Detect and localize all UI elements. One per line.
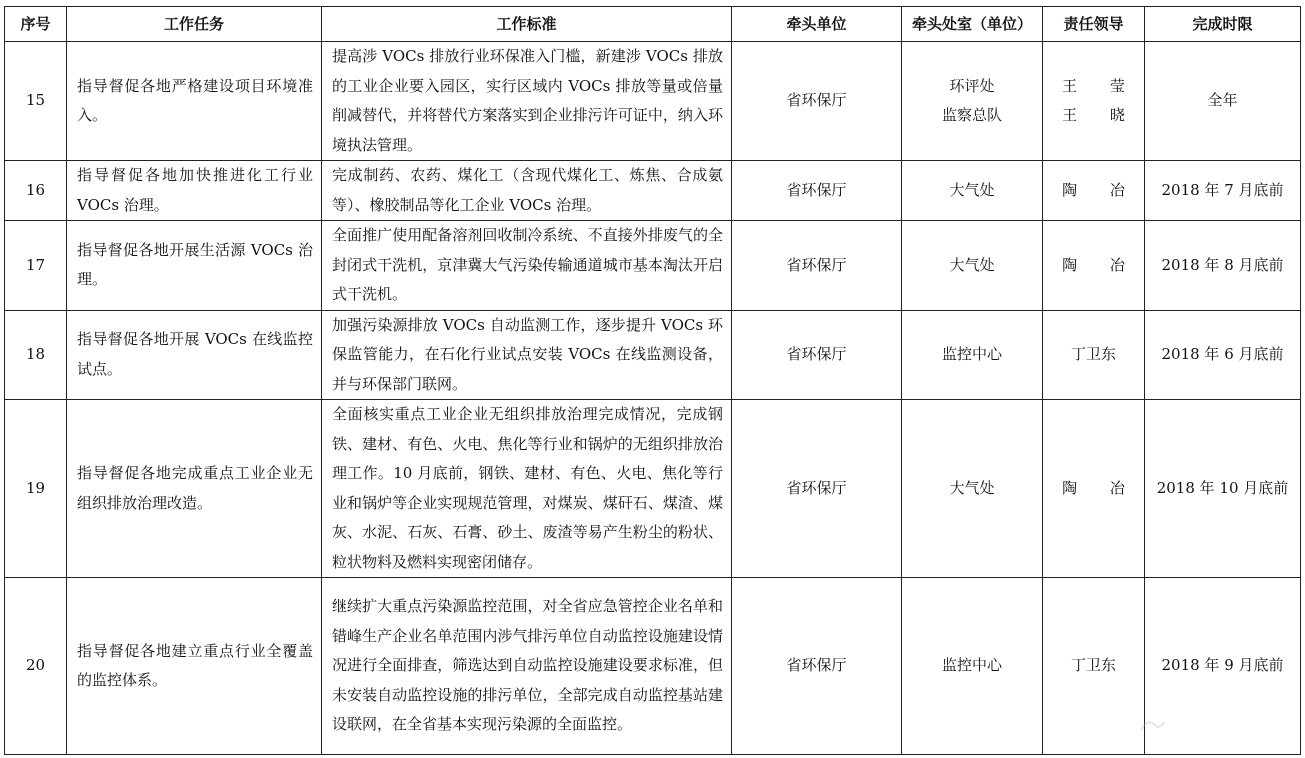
- row-task: 指导督促各地严格建设项目环境准入。: [67, 42, 322, 161]
- office-name: 监察总队: [941, 106, 1002, 124]
- row-standard: 完成制药、农药、煤化工（含现代煤化工、炼焦、合成氨等）、橡胶制品等化工企业 VOCs 治理。: [322, 161, 732, 221]
- row-unit: 省环保厅: [732, 400, 902, 578]
- header-standard: 工作标准: [322, 7, 732, 42]
- table-row: [5, 400, 1301, 578]
- row-leader: [1043, 42, 1145, 161]
- row-unit: 省环保厅: [732, 221, 902, 311]
- row-office: 大气处: [902, 221, 1043, 311]
- row-unit: 省环保厅: [732, 578, 902, 755]
- row-unit: 省环保厅: [732, 310, 902, 400]
- header-no: 序号: [5, 7, 67, 42]
- row-number: 15: [5, 42, 67, 161]
- header-task: 工作任务: [67, 7, 322, 42]
- row-deadline: 2018 年 9 月底前: [1145, 578, 1301, 755]
- row-standard: 全面推广使用配备溶剂回收制冷系统、不直接外排废气的全封闭式干洗机，京津冀大气污染传输通道城市基本淘汰开启式干洗机。: [322, 221, 732, 311]
- table-row: [5, 310, 1301, 400]
- row-standard: 全面核实重点工业企业无组织排放治理完成情况，完成钢铁、建材、有色、火电、焦化等行业和锅炉的无组织排放治理工作。10 月底前，钢铁、建材、有色、火电、焦化等行业和锅炉等企业实现规范管理，对煤炭、煤矸石、煤渣、煤灰、水泥、石灰、石膏、砂土、废渣等易产生粉尘的粉状、粒状物料及燃料实现密闭储存。: [322, 400, 732, 578]
- row-number: 17: [5, 221, 67, 311]
- row-number: 19: [5, 400, 67, 578]
- row-leader: 陶 冶: [1043, 400, 1145, 578]
- row-office: 监控中心: [902, 578, 1043, 755]
- row-deadline: 2018 年 6 月底前: [1145, 310, 1301, 400]
- row-unit: 省环保厅: [732, 161, 902, 221]
- header-row: [5, 7, 1301, 42]
- row-number: 20: [5, 578, 67, 755]
- row-office: [902, 42, 1043, 161]
- row-task: 指导督促各地加快推进化工行业 VOCs 治理。: [67, 161, 322, 221]
- leader-name: 王 莹: [1062, 76, 1139, 95]
- header-office: 牵头处室（单位）: [902, 7, 1043, 42]
- row-office: 大气处: [902, 161, 1043, 221]
- row-leader: 丁卫东: [1043, 310, 1145, 400]
- row-standard: 继续扩大重点污染源监控范围，对全省应急管控企业名单和错峰生产企业名单范围内涉气排污单位自动监控设施建设情况进行全面排查，筛选达到自动监控设施建设要求标准，但未安装自动监控设施的排污单位，全部完成自动监控基站建设联网，在全省基本实现污染源的全面监控。: [322, 578, 732, 755]
- row-task: 指导督促各地建立重点行业全覆盖的监控体系。: [67, 578, 322, 755]
- header-unit: 牵头单位: [732, 7, 902, 42]
- leader-name: 王 晓: [1062, 106, 1139, 124]
- row-office: 监控中心: [902, 310, 1043, 400]
- scan-artifact-mark: [1137, 716, 1167, 736]
- work-task-table: [4, 6, 1301, 755]
- row-deadline: 2018 年 8 月底前: [1145, 221, 1301, 311]
- table-row: [5, 42, 1301, 161]
- row-deadline: 2018 年 7 月底前: [1145, 161, 1301, 221]
- row-deadline: 2018 年 10 月底前: [1145, 400, 1301, 578]
- row-standard: 加强污染源排放 VOCs 自动监测工作，逐步提升 VOCs 环保监管能力，在石化行业试点安装 VOCs 在线监测设备，并与环保部门联网。: [322, 310, 732, 400]
- row-leader: 陶 冶: [1043, 161, 1145, 221]
- row-standard: 提高涉 VOCs 排放行业环保准入门槛，新建涉 VOCs 排放的工业企业要入园区，实行区域内 VOCs 排放等量或倍量削减替代，并将替代方案落实到企业排污许可证中，纳入环境执法管理。: [322, 42, 732, 161]
- row-leader: 丁卫东: [1043, 578, 1145, 755]
- row-task: 指导督促各地开展 VOCs 在线监控试点。: [67, 310, 322, 400]
- row-deadline: 全年: [1145, 42, 1301, 161]
- row-number: 18: [5, 310, 67, 400]
- table-row: [5, 578, 1301, 755]
- row-unit: 省环保厅: [732, 42, 902, 161]
- table-row: [5, 161, 1301, 221]
- table-row: [5, 221, 1301, 311]
- office-name: 环评处: [949, 76, 995, 95]
- row-task: 指导督促各地开展生活源 VOCs 治理。: [67, 221, 322, 311]
- header-deadline: 完成时限: [1145, 7, 1301, 42]
- row-office: 大气处: [902, 400, 1043, 578]
- row-number: 16: [5, 161, 67, 221]
- row-task: 指导督促各地完成重点工业企业无组织排放治理改造。: [67, 400, 322, 578]
- row-leader: 陶 冶: [1043, 221, 1145, 311]
- header-leader: 责任领导: [1043, 7, 1145, 42]
